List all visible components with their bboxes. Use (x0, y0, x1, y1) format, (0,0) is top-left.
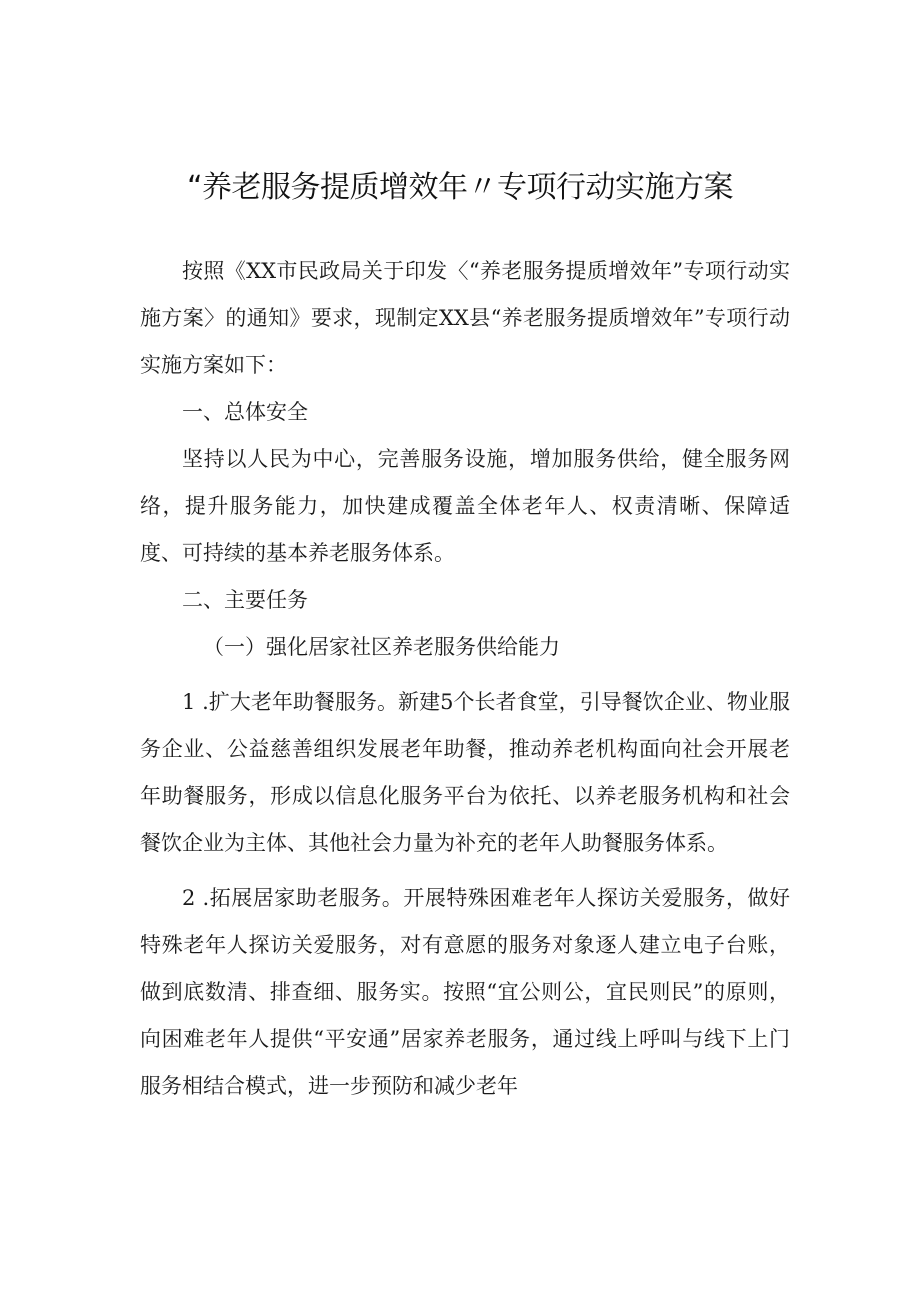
task-paragraph-meal-service: 1 .扩大老年助餐服务。新建5个长者食堂，引导餐饮企业、物业服务企业、公益慈善组织发展老年助餐，推动养老机构面向社会开展老年助餐服务，形成以信息化服务平台为依托、以养老服务机构和社会餐饮企业为主体、其他社会力量为补充的老年人助餐服务体系。 (140, 690, 790, 855)
overall-paragraph: 坚持以人民为中心，完善服务设施，增加服务供给，健全服务网络，提升服务能力，加快建成覆盖全体老年人、权责清晰、保障适度、可持续的基本养老服务体系。 (140, 447, 790, 565)
task-paragraph-home-care: 2 .拓展居家助老服务。开展特殊困难老年人探访关爱服务，做好特殊老年人探访关爱服务，对有意愿的服务对象逐人建立电子台账，做到底数清、排查细、服务实。按照“宜公则公，宜民则民”的原则，向困难老年人提供“平安通”居家养老服务，通过线上呼叫与线下上门服务相结合模式，进一步预防和减少老年 (140, 886, 790, 1098)
section-heading-overall: 一、总体安全 (182, 400, 308, 424)
section-heading-tasks: 二、主要任务 (182, 588, 308, 612)
document-body (140, 248, 790, 1110)
intro-paragraph: 按照《XX市民政局关于印发〈“养老服务提质增效年”专项行动实施方案〉的通知》要求，现制定XX县“养老服务提质增效年”专项行动实施方案如下： (140, 259, 790, 377)
subsection-heading-community: （一）强化居家社区养老服务供给能力 (203, 635, 560, 659)
document-title: “养老服务提质增效年〃专项行动实施方案 (186, 170, 734, 205)
